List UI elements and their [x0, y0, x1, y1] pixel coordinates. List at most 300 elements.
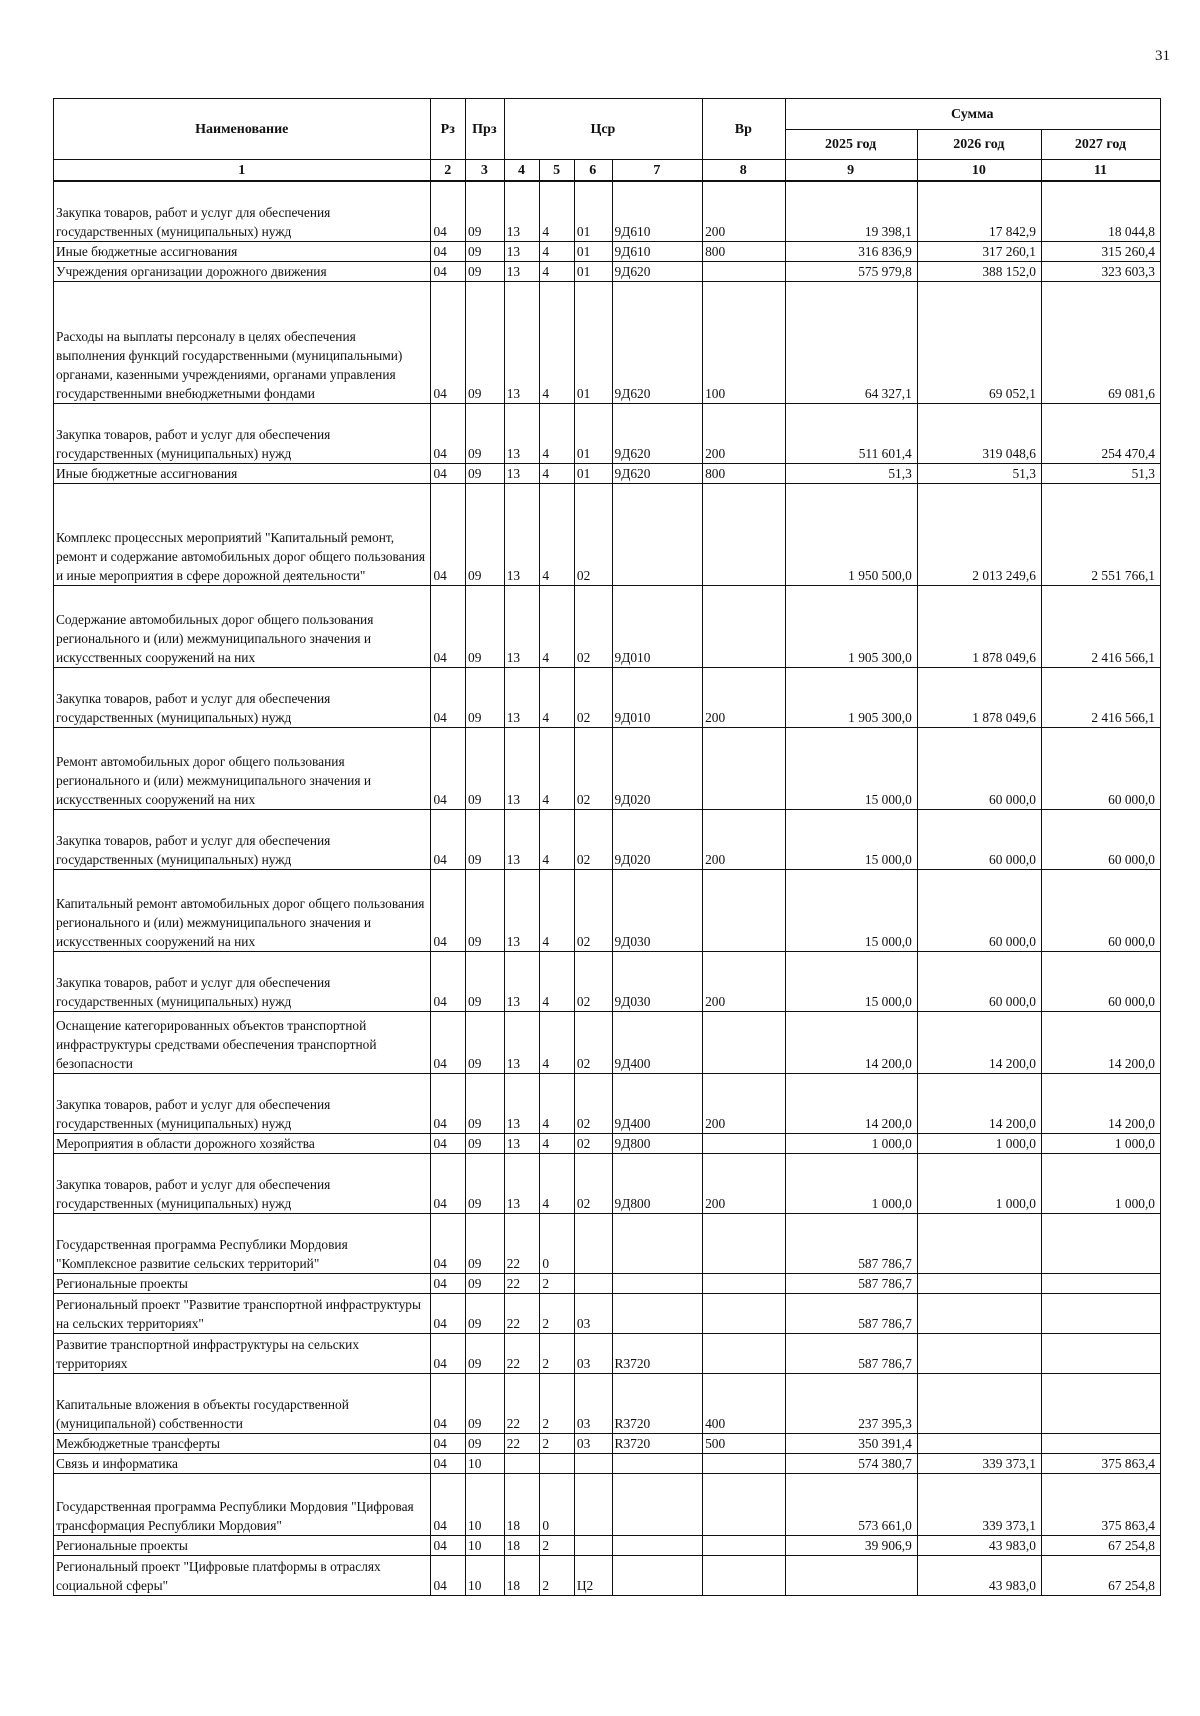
sum-2027-cell: 2 551 766,1	[1041, 483, 1160, 585]
sum-2025-cell: 19 398,1	[785, 181, 917, 241]
header-sum: Сумма	[785, 99, 1161, 130]
csr-part-1-cell: 22	[504, 1333, 540, 1373]
name-cell: Региональный проект "Цифровые платформы в отраслях социальной сферы"	[54, 1555, 431, 1595]
sum-2026-cell: 43 983,0	[917, 1535, 1041, 1555]
column-number-4: 4	[504, 160, 540, 182]
csr-code-cell: 9Д620	[612, 281, 703, 403]
vr-cell: 200	[703, 1153, 785, 1213]
csr-part-1-cell	[504, 1453, 540, 1473]
sum-2026-cell: 14 200,0	[917, 1073, 1041, 1133]
rz-cell: 04	[431, 1153, 466, 1213]
sum-2025-cell: 15 000,0	[785, 951, 917, 1011]
prz-cell: 09	[466, 281, 505, 403]
sum-2026-cell: 1 000,0	[917, 1153, 1041, 1213]
rz-cell: 04	[431, 869, 466, 951]
header-name: Наименование	[54, 99, 431, 160]
prz-cell: 09	[466, 483, 505, 585]
sum-2027-cell: 60 000,0	[1041, 951, 1160, 1011]
csr-part-3-cell: 01	[574, 463, 612, 483]
csr-code-cell: R3720	[612, 1433, 703, 1453]
sum-2026-cell: 339 373,1	[917, 1473, 1041, 1535]
csr-part-2-cell: 4	[540, 463, 575, 483]
sum-2027-cell	[1041, 1373, 1160, 1433]
sum-2026-cell: 60 000,0	[917, 727, 1041, 809]
sum-2025-cell: 1 905 300,0	[785, 667, 917, 727]
prz-cell: 09	[466, 403, 505, 463]
rz-cell: 04	[431, 1535, 466, 1555]
sum-2025-cell: 1 905 300,0	[785, 585, 917, 667]
table-row	[54, 1473, 1161, 1535]
vr-cell	[703, 1273, 785, 1293]
name-cell: Региональный проект "Развитие транспортной инфраструктуры на сельских территориях"	[54, 1293, 431, 1333]
csr-part-1-cell: 13	[504, 667, 540, 727]
column-number-1: 1	[54, 160, 431, 182]
vr-cell	[703, 1453, 785, 1473]
vr-cell	[703, 585, 785, 667]
table-row	[54, 1011, 1161, 1073]
table-row	[54, 1293, 1161, 1333]
csr-code-cell: R3720	[612, 1373, 703, 1433]
name-cell: Связь и информатика	[54, 1453, 431, 1473]
csr-part-1-cell: 18	[504, 1473, 540, 1535]
csr-part-3-cell: 02	[574, 667, 612, 727]
name-cell: Ремонт автомобильных дорог общего пользования регионального и (или) межмуниципального значения и искусственных сооружений на них	[54, 727, 431, 809]
csr-part-3-cell: 02	[574, 483, 612, 585]
table-row	[54, 951, 1161, 1011]
sum-2025-cell: 587 786,7	[785, 1293, 917, 1333]
csr-part-2-cell: 4	[540, 483, 575, 585]
csr-code-cell	[612, 1555, 703, 1595]
prz-cell: 09	[466, 1073, 505, 1133]
sum-2027-cell: 60 000,0	[1041, 809, 1160, 869]
table-row	[54, 483, 1161, 585]
table-row	[54, 463, 1161, 483]
csr-code-cell: 9Д620	[612, 463, 703, 483]
name-cell: Мероприятия в области дорожного хозяйства	[54, 1133, 431, 1153]
csr-part-3-cell: 01	[574, 403, 612, 463]
vr-cell	[703, 1133, 785, 1153]
prz-cell: 09	[466, 1273, 505, 1293]
rz-cell: 04	[431, 667, 466, 727]
rz-cell: 04	[431, 585, 466, 667]
table-row	[54, 809, 1161, 869]
name-cell: Закупка товаров, работ и услуг для обеспечения государственных (муниципальных) нужд	[54, 951, 431, 1011]
csr-part-3-cell: 02	[574, 585, 612, 667]
vr-cell: 200	[703, 809, 785, 869]
name-cell: Региональные проекты	[54, 1273, 431, 1293]
sum-2026-cell: 60 000,0	[917, 951, 1041, 1011]
header-year-2025: 2025 год	[785, 130, 917, 160]
table-row	[54, 1273, 1161, 1293]
csr-part-3-cell: 02	[574, 1153, 612, 1213]
rz-cell: 04	[431, 809, 466, 869]
csr-part-2-cell: 2	[540, 1535, 575, 1555]
csr-code-cell: 9Д610	[612, 241, 703, 261]
vr-cell: 800	[703, 463, 785, 483]
vr-cell	[703, 1293, 785, 1333]
csr-part-3-cell: 02	[574, 869, 612, 951]
csr-part-2-cell: 4	[540, 1133, 575, 1153]
sum-2025-cell: 64 327,1	[785, 281, 917, 403]
sum-2025-cell: 51,3	[785, 463, 917, 483]
sum-2025-cell: 237 395,3	[785, 1373, 917, 1433]
vr-cell: 800	[703, 241, 785, 261]
name-cell: Иные бюджетные ассигнования	[54, 241, 431, 261]
csr-part-2-cell: 4	[540, 869, 575, 951]
sum-2027-cell: 375 863,4	[1041, 1453, 1160, 1473]
sum-2027-cell: 375 863,4	[1041, 1473, 1160, 1535]
table-row	[54, 1213, 1161, 1273]
vr-cell	[703, 1011, 785, 1073]
column-numbers-row	[54, 160, 1161, 182]
csr-part-1-cell: 22	[504, 1213, 540, 1273]
csr-part-1-cell: 13	[504, 1153, 540, 1213]
name-cell: Межбюджетные трансферты	[54, 1433, 431, 1453]
vr-cell	[703, 261, 785, 281]
rz-cell: 04	[431, 1373, 466, 1433]
sum-2027-cell	[1041, 1433, 1160, 1453]
sum-2026-cell: 69 052,1	[917, 281, 1041, 403]
vr-cell: 200	[703, 951, 785, 1011]
name-cell: Иные бюджетные ассигнования	[54, 463, 431, 483]
csr-part-3-cell	[574, 1535, 612, 1555]
prz-cell: 09	[466, 1153, 505, 1213]
table-row	[54, 261, 1161, 281]
csr-part-3-cell: 02	[574, 951, 612, 1011]
table-row	[54, 403, 1161, 463]
prz-cell: 09	[466, 463, 505, 483]
csr-part-2-cell: 4	[540, 809, 575, 869]
header-csr: Цср	[504, 99, 702, 160]
table-row	[54, 1333, 1161, 1373]
csr-part-3-cell: 01	[574, 261, 612, 281]
csr-part-2-cell: 4	[540, 181, 575, 241]
csr-code-cell: 9Д400	[612, 1073, 703, 1133]
sum-2027-cell: 51,3	[1041, 463, 1160, 483]
csr-part-1-cell: 13	[504, 463, 540, 483]
sum-2026-cell	[917, 1293, 1041, 1333]
vr-cell: 200	[703, 667, 785, 727]
csr-part-2-cell: 0	[540, 1473, 575, 1535]
name-cell: Оснащение категорированных объектов транспортной инфраструктуры средствами обеспечения транспортной безопасности	[54, 1011, 431, 1073]
sum-2025-cell: 15 000,0	[785, 809, 917, 869]
csr-part-1-cell: 18	[504, 1555, 540, 1595]
vr-cell	[703, 1535, 785, 1555]
csr-code-cell: 9Д800	[612, 1153, 703, 1213]
sum-2027-cell: 18 044,8	[1041, 181, 1160, 241]
csr-code-cell	[612, 1293, 703, 1333]
table-row	[54, 585, 1161, 667]
table-row	[54, 1373, 1161, 1433]
sum-2025-cell: 573 661,0	[785, 1473, 917, 1535]
rz-cell: 04	[431, 1073, 466, 1133]
sum-2026-cell: 388 152,0	[917, 261, 1041, 281]
csr-part-2-cell: 2	[540, 1333, 575, 1373]
rz-cell: 04	[431, 403, 466, 463]
csr-part-2-cell: 4	[540, 1073, 575, 1133]
csr-part-1-cell: 13	[504, 869, 540, 951]
column-number-9: 9	[785, 160, 917, 182]
sum-2027-cell	[1041, 1213, 1160, 1273]
column-number-5: 5	[540, 160, 575, 182]
budget-table	[53, 98, 1161, 1596]
prz-cell: 09	[466, 951, 505, 1011]
column-number-11: 11	[1041, 160, 1160, 182]
sum-2027-cell: 254 470,4	[1041, 403, 1160, 463]
csr-part-1-cell: 13	[504, 951, 540, 1011]
prz-cell: 10	[466, 1473, 505, 1535]
prz-cell: 09	[466, 241, 505, 261]
table-row	[54, 727, 1161, 809]
table-row	[54, 1153, 1161, 1213]
sum-2025-cell: 574 380,7	[785, 1453, 917, 1473]
vr-cell	[703, 483, 785, 585]
sum-2026-cell: 51,3	[917, 463, 1041, 483]
vr-cell	[703, 1213, 785, 1273]
csr-part-3-cell: 03	[574, 1293, 612, 1333]
sum-2026-cell: 14 200,0	[917, 1011, 1041, 1073]
csr-code-cell	[612, 1213, 703, 1273]
prz-cell: 09	[466, 1293, 505, 1333]
sum-2025-cell: 587 786,7	[785, 1333, 917, 1373]
sum-2025-cell: 511 601,4	[785, 403, 917, 463]
csr-part-3-cell	[574, 1473, 612, 1535]
csr-code-cell: 9Д620	[612, 261, 703, 281]
sum-2026-cell: 1 878 049,6	[917, 667, 1041, 727]
csr-code-cell: 9Д020	[612, 727, 703, 809]
sum-2026-cell	[917, 1433, 1041, 1453]
name-cell: Закупка товаров, работ и услуг для обеспечения государственных (муниципальных) нужд	[54, 809, 431, 869]
prz-cell: 09	[466, 261, 505, 281]
sum-2026-cell	[917, 1373, 1041, 1433]
csr-code-cell: 9Д800	[612, 1133, 703, 1153]
vr-cell	[703, 727, 785, 809]
csr-part-3-cell: 02	[574, 809, 612, 869]
sum-2026-cell: 17 842,9	[917, 181, 1041, 241]
table-row	[54, 1453, 1161, 1473]
csr-code-cell: 9Д030	[612, 869, 703, 951]
rz-cell: 04	[431, 1133, 466, 1153]
csr-part-2-cell: 4	[540, 667, 575, 727]
sum-2025-cell: 1 000,0	[785, 1153, 917, 1213]
csr-part-2-cell: 4	[540, 261, 575, 281]
sum-2027-cell: 69 081,6	[1041, 281, 1160, 403]
sum-2025-cell: 575 979,8	[785, 261, 917, 281]
name-cell: Региональные проекты	[54, 1535, 431, 1555]
header-vr: Вр	[703, 99, 785, 160]
rz-cell: 04	[431, 1011, 466, 1073]
sum-2027-cell: 1 000,0	[1041, 1153, 1160, 1213]
vr-cell	[703, 869, 785, 951]
prz-cell: 09	[466, 1333, 505, 1373]
csr-part-1-cell: 22	[504, 1373, 540, 1433]
rz-cell: 04	[431, 1453, 466, 1473]
header-year-2026: 2026 год	[917, 130, 1041, 160]
prz-cell: 09	[466, 585, 505, 667]
csr-part-1-cell: 22	[504, 1293, 540, 1333]
sum-2027-cell: 323 603,3	[1041, 261, 1160, 281]
csr-code-cell	[612, 1453, 703, 1473]
vr-cell: 200	[703, 403, 785, 463]
csr-code-cell	[612, 1535, 703, 1555]
prz-cell: 10	[466, 1555, 505, 1595]
csr-part-3-cell: 03	[574, 1333, 612, 1373]
prz-cell: 10	[466, 1453, 505, 1473]
sum-2027-cell	[1041, 1293, 1160, 1333]
name-cell: Капитальный ремонт автомобильных дорог общего пользования регионального и (или) межмуниципального значения и искусственных сооружений на них	[54, 869, 431, 951]
csr-part-1-cell: 22	[504, 1433, 540, 1453]
csr-part-2-cell: 2	[540, 1293, 575, 1333]
csr-part-2-cell	[540, 1453, 575, 1473]
table-row	[54, 869, 1161, 951]
column-number-10: 10	[917, 160, 1041, 182]
sum-2026-cell	[917, 1333, 1041, 1373]
sum-2027-cell: 60 000,0	[1041, 727, 1160, 809]
rz-cell: 04	[431, 951, 466, 1011]
sum-2025-cell: 1 000,0	[785, 1133, 917, 1153]
sum-2026-cell: 1 000,0	[917, 1133, 1041, 1153]
csr-part-2-cell: 2	[540, 1555, 575, 1595]
csr-part-3-cell: 01	[574, 281, 612, 403]
rz-cell: 04	[431, 483, 466, 585]
rz-cell: 04	[431, 727, 466, 809]
sum-2026-cell: 339 373,1	[917, 1453, 1041, 1473]
csr-part-2-cell: 4	[540, 585, 575, 667]
sum-2025-cell: 39 906,9	[785, 1535, 917, 1555]
vr-cell: 200	[703, 1073, 785, 1133]
table-row	[54, 1535, 1161, 1555]
sum-2025-cell: 14 200,0	[785, 1011, 917, 1073]
rz-cell: 04	[431, 1213, 466, 1273]
header-rz: Рз	[431, 99, 466, 160]
csr-part-1-cell: 13	[504, 281, 540, 403]
csr-code-cell: 9Д620	[612, 403, 703, 463]
sum-2027-cell: 60 000,0	[1041, 869, 1160, 951]
column-number-8: 8	[703, 160, 785, 182]
rz-cell: 04	[431, 281, 466, 403]
csr-part-1-cell: 13	[504, 181, 540, 241]
table-row	[54, 241, 1161, 261]
csr-part-2-cell: 4	[540, 1011, 575, 1073]
sum-2027-cell: 14 200,0	[1041, 1011, 1160, 1073]
sum-2027-cell	[1041, 1273, 1160, 1293]
table-row	[54, 1073, 1161, 1133]
vr-cell	[703, 1333, 785, 1373]
csr-part-2-cell: 4	[540, 1153, 575, 1213]
csr-part-1-cell: 13	[504, 1073, 540, 1133]
prz-cell: 09	[466, 1133, 505, 1153]
csr-part-1-cell: 13	[504, 1133, 540, 1153]
vr-cell: 400	[703, 1373, 785, 1433]
csr-part-2-cell: 4	[540, 951, 575, 1011]
csr-part-2-cell: 2	[540, 1373, 575, 1433]
sum-2025-cell: 587 786,7	[785, 1273, 917, 1293]
sum-2026-cell: 43 983,0	[917, 1555, 1041, 1595]
sum-2026-cell: 1 878 049,6	[917, 585, 1041, 667]
rz-cell: 04	[431, 1555, 466, 1595]
csr-part-3-cell: 03	[574, 1373, 612, 1433]
sum-2026-cell: 317 260,1	[917, 241, 1041, 261]
sum-2025-cell: 350 391,4	[785, 1433, 917, 1453]
csr-part-2-cell: 4	[540, 727, 575, 809]
name-cell: Капитальные вложения в объекты государственной (муниципальной) собственности	[54, 1373, 431, 1433]
table-row	[54, 281, 1161, 403]
prz-cell: 09	[466, 1213, 505, 1273]
csr-part-1-cell: 13	[504, 241, 540, 261]
csr-part-3-cell: 01	[574, 181, 612, 241]
rz-cell: 04	[431, 1473, 466, 1535]
csr-part-1-cell: 13	[504, 809, 540, 869]
csr-part-3-cell	[574, 1453, 612, 1473]
csr-code-cell	[612, 1273, 703, 1293]
page-number: 31	[1155, 48, 1170, 64]
csr-part-1-cell: 22	[504, 1273, 540, 1293]
csr-code-cell: 9Д610	[612, 181, 703, 241]
csr-part-1-cell: 13	[504, 483, 540, 585]
column-number-3: 3	[466, 160, 505, 182]
csr-code-cell: 9Д010	[612, 667, 703, 727]
csr-code-cell: R3720	[612, 1333, 703, 1373]
sum-2025-cell: 15 000,0	[785, 869, 917, 951]
name-cell: Учреждения организации дорожного движения	[54, 261, 431, 281]
csr-part-1-cell: 13	[504, 727, 540, 809]
name-cell: Закупка товаров, работ и услуг для обеспечения государственных (муниципальных) нужд	[54, 667, 431, 727]
csr-part-1-cell: 13	[504, 261, 540, 281]
rz-cell: 04	[431, 181, 466, 241]
csr-part-2-cell: 0	[540, 1213, 575, 1273]
name-cell: Расходы на выплаты персоналу в целях обеспечения выполнения функций государственными (муниципальными) органами, казенными учреждениями, органами управления государственными внебюджетными фондами	[54, 281, 431, 403]
prz-cell: 09	[466, 1373, 505, 1433]
header-year-2027: 2027 год	[1041, 130, 1160, 160]
csr-code-cell: 9Д400	[612, 1011, 703, 1073]
sum-2026-cell	[917, 1273, 1041, 1293]
csr-part-2-cell: 4	[540, 241, 575, 261]
csr-part-3-cell: 02	[574, 1011, 612, 1073]
sum-2027-cell: 67 254,8	[1041, 1535, 1160, 1555]
vr-cell: 200	[703, 181, 785, 241]
csr-part-2-cell: 2	[540, 1273, 575, 1293]
table-row	[54, 1133, 1161, 1153]
name-cell: Закупка товаров, работ и услуг для обеспечения государственных (муниципальных) нужд	[54, 181, 431, 241]
rz-cell: 04	[431, 1333, 466, 1373]
prz-cell: 09	[466, 809, 505, 869]
csr-code-cell: 9Д030	[612, 951, 703, 1011]
csr-part-3-cell: 02	[574, 1133, 612, 1153]
sum-2027-cell: 1 000,0	[1041, 1133, 1160, 1153]
prz-cell: 09	[466, 667, 505, 727]
name-cell: Государственная программа Республики Мордовия "Цифровая трансформация Республики Мордовия"	[54, 1473, 431, 1535]
vr-cell: 100	[703, 281, 785, 403]
name-cell: Развитие транспортной инфраструктуры на сельских территориях	[54, 1333, 431, 1373]
header-prz: Прз	[466, 99, 505, 160]
csr-part-3-cell: Ц2	[574, 1555, 612, 1595]
sum-2027-cell: 14 200,0	[1041, 1073, 1160, 1133]
name-cell: Закупка товаров, работ и услуг для обеспечения государственных (муниципальных) нужд	[54, 403, 431, 463]
sum-2027-cell: 2 416 566,1	[1041, 585, 1160, 667]
name-cell: Комплекс процессных мероприятий "Капитальный ремонт, ремонт и содержание автомобильных дорог общего пользования и иные мероприятия в сфере дорожной деятельности"	[54, 483, 431, 585]
csr-part-1-cell: 18	[504, 1535, 540, 1555]
sum-2025-cell: 14 200,0	[785, 1073, 917, 1133]
name-cell: Государственная программа Республики Мордовия "Комплексное развитие сельских территорий"	[54, 1213, 431, 1273]
sum-2026-cell: 60 000,0	[917, 869, 1041, 951]
sum-2026-cell: 60 000,0	[917, 809, 1041, 869]
prz-cell: 10	[466, 1535, 505, 1555]
sum-2025-cell: 587 786,7	[785, 1213, 917, 1273]
sum-2027-cell: 67 254,8	[1041, 1555, 1160, 1595]
prz-cell: 09	[466, 727, 505, 809]
csr-part-3-cell	[574, 1273, 612, 1293]
column-number-2: 2	[431, 160, 466, 182]
